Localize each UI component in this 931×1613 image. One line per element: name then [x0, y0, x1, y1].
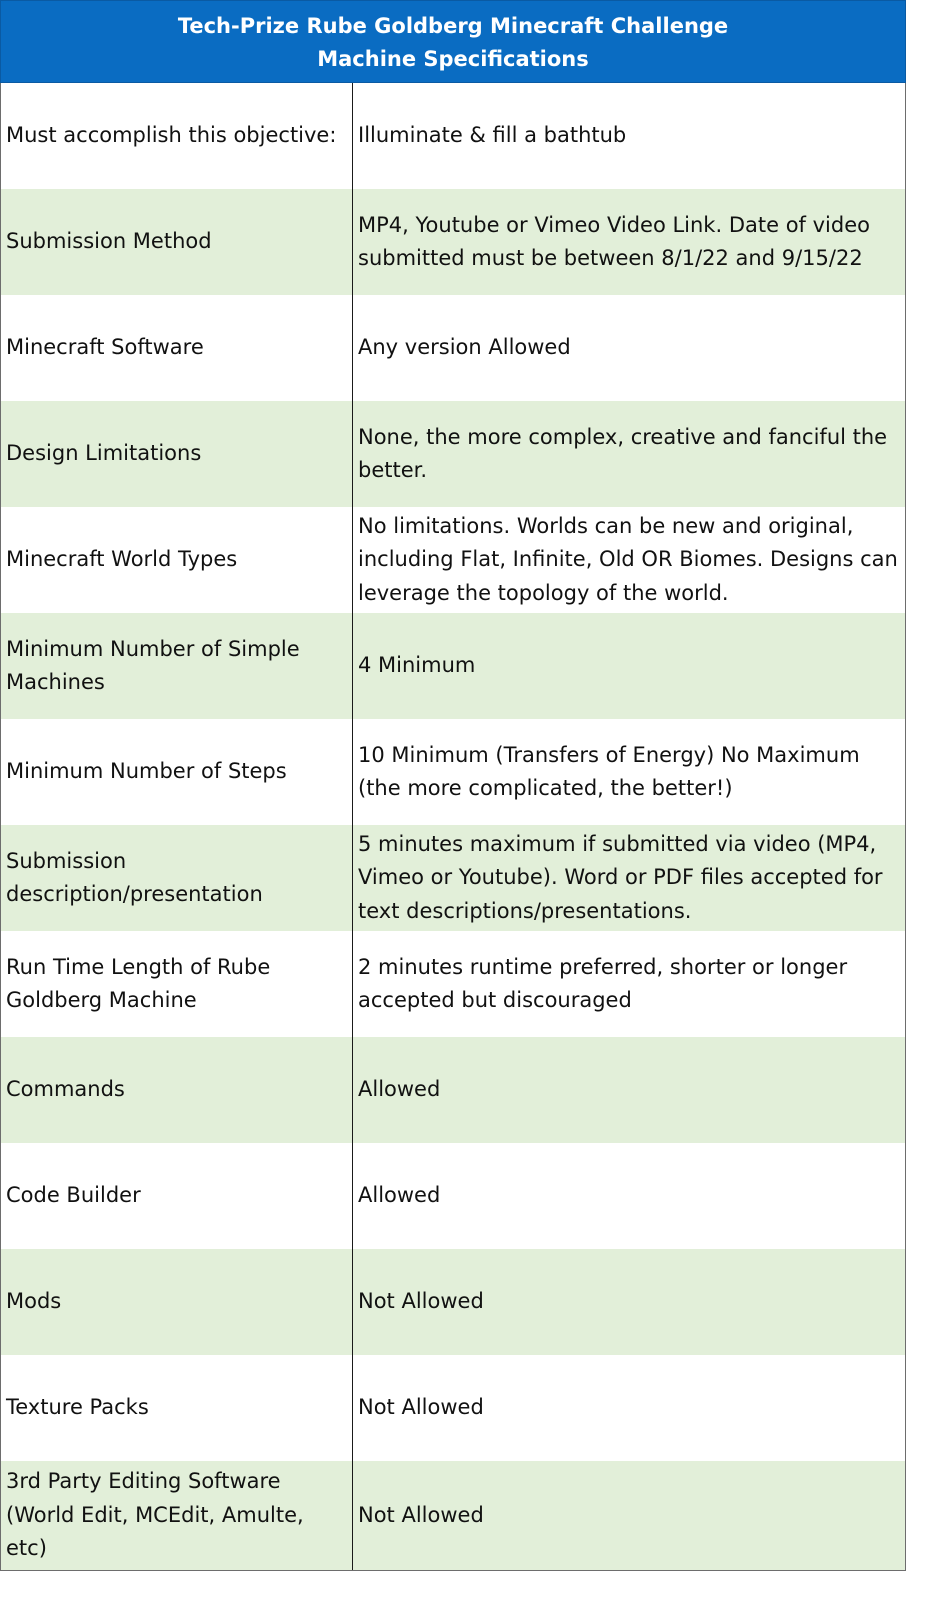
table-body [0, 83, 906, 1571]
row-label: Minecraft Software [1, 295, 353, 401]
table-row [1, 719, 905, 825]
row-label: Submission Method [1, 189, 353, 295]
row-value: Any version Allowed [358, 335, 571, 360]
row-label: Submission description/presentation [1, 825, 353, 931]
row-value: Allowed [358, 1077, 441, 1102]
row-value: 10 Minimum (Transfers of Energy) No Maximum (the more complicated, the better!) [358, 742, 860, 800]
row-label: 3rd Party Editing Software (World Edit, MCEdit, Amulte, etc) [1, 1461, 353, 1570]
row-value: 5 minutes maximum if submitted via video (MP4, Vimeo or Youtube). Word or PDF files accepted for text descriptions/presentations. [358, 831, 883, 923]
table-row [1, 613, 905, 719]
row-value: Allowed [358, 1183, 441, 1208]
row-label: Must accomplish this objective: [1, 83, 353, 189]
row-label: Commands [1, 1037, 353, 1143]
row-value: None, the more complex, creative and fanciful the better. [358, 424, 888, 482]
table-header [0, 0, 906, 83]
table-row [1, 825, 905, 931]
row-label: Code Builder [1, 1143, 353, 1249]
table-row [1, 1355, 905, 1461]
row-label: Design Limitations [1, 401, 353, 507]
table-row [1, 1143, 905, 1249]
table-row [1, 401, 905, 507]
table-row [1, 189, 905, 295]
table-row [1, 1461, 905, 1570]
row-label: Texture Packs [1, 1355, 353, 1461]
row-label: Minimum Number of Simple Machines [1, 613, 353, 719]
row-label: Minimum Number of Steps [1, 719, 353, 825]
row-value: Illuminate & fill a bathtub [358, 123, 627, 148]
table-row [1, 1249, 905, 1355]
row-value: Not Allowed [358, 1289, 484, 1314]
row-value: Not Allowed [358, 1502, 484, 1527]
row-label: Run Time Length of Rube Goldberg Machine [1, 931, 353, 1037]
row-value: 2 minutes runtime preferred, shorter or longer accepted but discouraged [358, 954, 848, 1012]
row-value: Not Allowed [358, 1395, 484, 1420]
table-row [1, 507, 905, 613]
table-row [1, 1037, 905, 1143]
row-label: Mods [1, 1249, 353, 1355]
header-subtitle: Machine Specifications [317, 47, 589, 71]
table-row [1, 931, 905, 1037]
header-title: Tech-Prize Rube Goldberg Minecraft Challenge [177, 14, 729, 38]
table-row [1, 295, 905, 401]
row-value: No limitations. Worlds can be new and original, including Flat, Infinite, Old OR Biomes. Designs can leverage the topology of the world. [358, 513, 898, 605]
table-row [1, 83, 905, 189]
row-value: MP4, Youtube or Vimeo Video Link. Date of video submitted must be between 8/1/22 and 9/15/22 [358, 212, 870, 270]
row-label: Minecraft World Types [1, 507, 353, 613]
row-value: 4 Minimum [358, 653, 476, 678]
